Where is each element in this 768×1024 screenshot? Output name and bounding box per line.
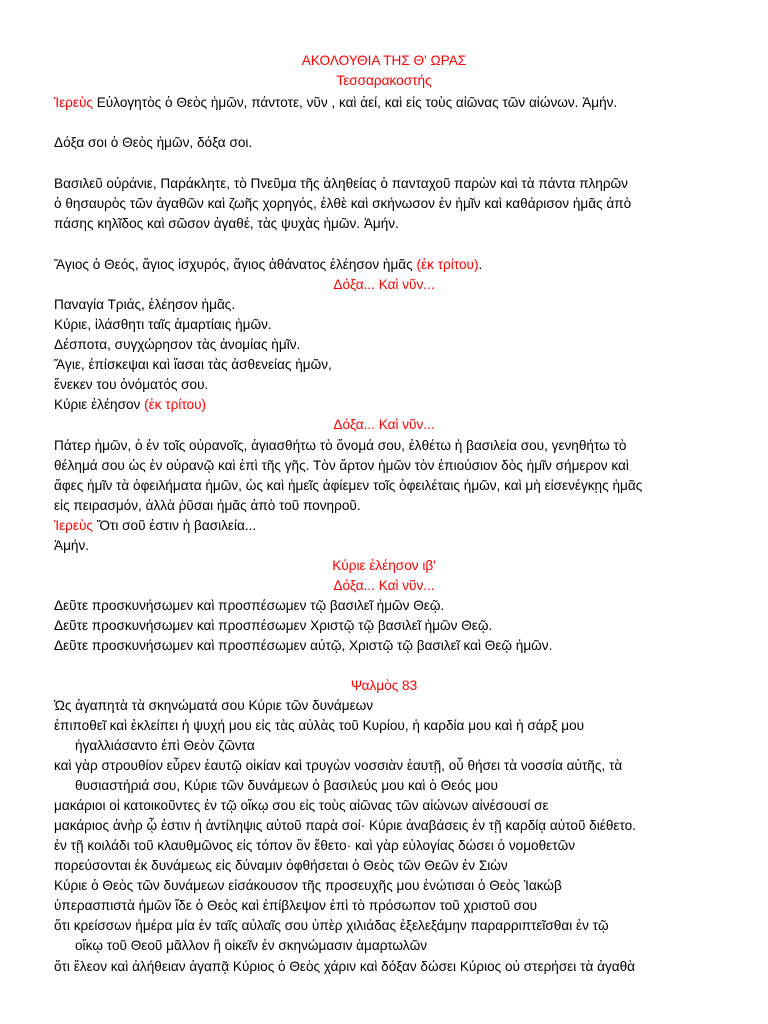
holy-trinity-line: ἕνεκεν του ὀνόματός σου.: [54, 377, 209, 392]
psalm-line: μακάριοι οἱ κατοικοῦντες ἐν τῷ οἴκῳ σου εἰς τοὺς αἰῶνας τῶν αἰώνων αἰνέσουσί σε: [54, 798, 549, 813]
psalm-line: πορεύσονται ἐκ δυνάμεως εἰς δύναμιν ὀφθήσεται ὁ Θεὸς τῶν Θεῶν ἐν Σιὼν: [54, 858, 508, 873]
psalm-line: ὑπερασπιστὰ ἡμῶν ἴδε ὁ Θεὸς καὶ ἐπίβλεψον ἐπὶ τὸ πρόσωπον τοῦ χριστοῦ σου: [54, 898, 538, 913]
exclamation-line: [0, 516, 768, 536]
opening-blessing-line: [0, 93, 768, 113]
psalm-line: Κύριε ὁ Θεὸς τῶν δυνάμεων εἰσάκουσον τῆς προσευχῆς μου ἐνώτισαι ὁ Θεὸς Ἰακώβ: [54, 878, 562, 893]
trisagion-end: .: [478, 257, 483, 272]
holy-trinity-line: Κύριε, ἱλάσθητι ταῖς ἁμαρτίαις ἡμῶν.: [54, 317, 272, 332]
kyrie-text: Κύριε ἐλέησον: [54, 397, 145, 412]
come-let-us-line: Δεῦτε προσκυνήσωμεν καὶ προσπέσωμεν αὐτῷ, Χριστῷ τῷ βασιλεῖ καὶ Θεῷ ἡμῶν.: [54, 638, 553, 653]
psalm-line: ὅτι ἔλεον καὶ ἀλήθειαν ἀγαπᾷ Κύριος ὁ Θεὸς χάριν καὶ δόξαν δώσει Κύριος οὐ στερήσει τὰ ἀγαθὰ: [54, 959, 636, 974]
psalm-line: καὶ γὰρ στρουθίον εὗρεν ἑαυτῷ οἰκίαν καὶ τρυγὼν νοσσιὰν ἑαυτῇ, οὗ θήσει τὰ νοσσία αὐτῆς, τὰ: [54, 758, 623, 773]
psalm-line: ἐπιποθεῖ καὶ ἐκλείπει ἡ ψυχή μου εἰς τὰς αὐλὰς τοῦ Κυρίου, ἡ καρδία μου καὶ ἡ σάρξ μου: [54, 718, 585, 733]
trisagion-text: Ἅγιος ὁ Θεός, ἅγιος ἰσχυρός, ἅγιος ἀθάνατος ἐλέησον ἡμᾶς: [54, 257, 417, 272]
trisagion-line: [0, 255, 768, 275]
psalm-line: Ὡς ἀγαπητὰ τὰ σκηνώματά σου Κύριε τῶν δυνάμεων: [54, 698, 374, 713]
holy-trinity-line: Ἅγιε, ἐπίσκεψαι καὶ ἴασαι τὰς ἀσθενείας ἡμῶν,: [54, 357, 332, 372]
glory-now-heading: Δόξα... Καὶ νῦν...: [333, 277, 435, 292]
holy-trinity-line: Δέσποτα, συγχώρησον τὰς ἀνομίας ἡμῖν.: [54, 337, 301, 352]
heavenly-king-line: πάσης κηλῖδος καὶ σῶσον ἀγαθέ, τὰς ψυχὰς ἡμῶν. Ἀμήν.: [54, 216, 399, 231]
heavenly-king-line: Βασιλεῦ οὐράνιε, Παράκλητε, τὸ Πνεῦμα τῆς ἀληθείας ὁ πανταχοῦ παρὼν καὶ τὰ πάντα πληρῶν: [54, 176, 628, 191]
kyrie-twelve-heading: Κύριε ἐλέησον ιβ': [332, 558, 436, 573]
glory-now-heading: Δόξα... Καὶ νῦν...: [333, 578, 435, 593]
heavenly-king-line: ὁ θησαυρὸς τῶν ἀγαθῶν καὶ ζωῆς χορηγός, ἐλθὲ καὶ σκήνωσον ἐν ἡμῖν καὶ καθάρισον ἡμᾶς ἀπὸ: [54, 196, 632, 211]
psalm-line: μακάριος ἀνὴρ ᾧ ἐστιν ἡ ἀντίληψις αὐτοῦ παρὰ σοί· Κύριε ἀναβάσεις ἐν τῇ καρδίᾳ αὐτοῦ διέθετο.: [54, 818, 636, 833]
rubric-thrice: (ἐκ τρίτου): [144, 397, 207, 412]
doxa-soi-line: Δόξα σοι ὁ Θεὸς ἡμῶν, δόξα σοι.: [54, 135, 253, 150]
kyrie-thrice-line: [0, 395, 768, 415]
lords-prayer-line: εἰς πειρασμόν, ἀλλὰ ῥῦσαι ἡμᾶς ἀπὸ τοῦ πονηροῦ.: [54, 498, 361, 513]
come-let-us-line: Δεῦτε προσκυνήσωμεν καὶ προσπέσωμεν τῷ βασιλεῖ ἡμῶν Θεῷ.: [54, 598, 445, 613]
glory-now-heading: Δόξα... Καὶ νῦν...: [333, 417, 435, 432]
priest-label: Ἱερεὺς: [54, 518, 93, 533]
psalm-line-continued: οἴκῳ τοῦ Θεοῦ μᾶλλον ἢ οἰκεῖν ἐν σκηνώμασιν ἁμαρτωλῶν: [75, 938, 427, 953]
psalm-line-continued: ἠγαλλιάσαντο ἐπὶ Θεὸν ζῶντα: [75, 738, 255, 753]
psalm-title: Ψαλμὸς 83: [350, 678, 418, 693]
amen-line: Ἀμήν.: [54, 538, 90, 553]
come-let-us-line: Δεῦτε προσκυνήσωμεν καὶ προσπέσωμεν Χριστῷ τῷ βασιλεῖ ἡμῶν Θεῷ.: [54, 618, 493, 633]
lords-prayer-line: θέλημά σου ὡς ἐν οὐρανῷ καὶ ἐπὶ τῆς γῆς. Τὸν ἄρτον ἡμῶν τὸν ἐπιούσιον δὸς ἡμῖν σήμερον καὶ: [54, 458, 629, 473]
lords-prayer-line: ἄφες ἡμῖν τὰ ὀφειλήματα ἡμῶν, ὡς καὶ ἡμεῖς ἀφίεμεν τοῖς ὀφειλέταις ἡμῶν, καὶ μὴ εἰσενέγκῃς ἡμᾶς: [54, 478, 643, 493]
lords-prayer-line: Πάτερ ἡμῶν, ὁ ἐν τοῖς οὐρανοῖς, ἁγιασθήτω τὸ ὄνομά σου, ἐλθέτω ἡ βασιλεία σου, γενηθήτω τὸ: [54, 438, 627, 453]
service-title: ΑΚΟΛΟΥΘΙΑ ΤΗΣ Θ' ΩΡΑΣ: [301, 53, 467, 68]
rubric-thrice: (ἐκ τρίτου): [416, 257, 479, 272]
priest-label: Ἱερεὺς: [54, 95, 93, 110]
opening-blessing-text: Εὐλογητὸς ὁ Θεὸς ἡμῶν, πάντοτε, νῦν , καὶ ἀεί, καὶ εἰς τοὺς αἰῶνας τῶν αἰώνων. Ἀμήν.: [92, 95, 618, 110]
psalm-line: ἐν τῇ κοιλάδι τοῦ κλαυθμῶνος εἰς τόπον ὃν ἔθετο· καὶ γὰρ εὐλογίας δώσει ὁ νομοθετῶν: [54, 838, 576, 853]
psalm-line-continued: θυσιαστήριά σου, Κύριε τῶν δυνάμεων ὁ βασιλεύς μου καὶ ὁ Θεός μου: [75, 778, 498, 793]
holy-trinity-line: Παναγία Τριάς, ἐλέησον ἡμᾶς.: [54, 297, 236, 312]
psalm-line: ὅτι κρείσσων ἡμέρα μία ἐν ταῖς αὐλαῖς σου ὑπὲρ χιλιάδας ἐξελεξάμην παραρριπτεῖσθαι ἐν τῷ: [54, 918, 609, 933]
exclamation-text: Ὅτι σοῦ ἐστιν ἡ βασιλεία...: [92, 518, 257, 533]
service-subtitle: Τεσσαρακοστής: [336, 73, 432, 88]
